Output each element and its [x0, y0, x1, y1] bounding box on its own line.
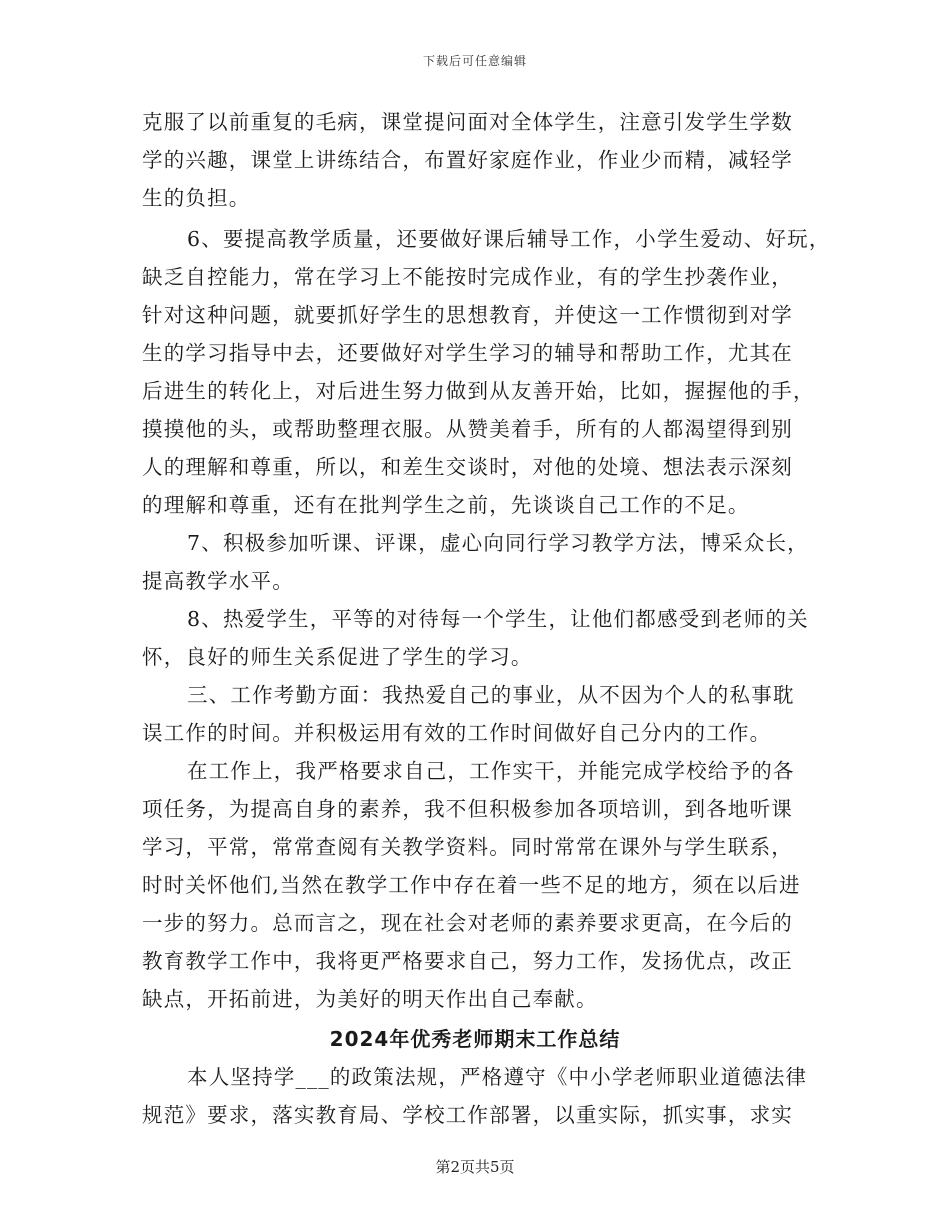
text-line: 缺点，开拓前进，为美好的明天作出自己奉献。: [142, 987, 598, 1011]
text-line: 缺乏自控能力，常在学习上不能按时完成作业，有的学生抄袭作业，: [142, 265, 793, 289]
text-line: 学习，平常，常常查阅有关教学资料。同时常常在课外与学生联系，: [142, 835, 793, 859]
text-line: 提高教学水平。: [142, 569, 294, 593]
page-number: 第2页共5页: [435, 1158, 515, 1176]
text-line: 教育教学工作中，我将更严格要求自己，努力工作，发扬优点，改正: [142, 949, 793, 973]
text-line: 生的负担。: [142, 186, 251, 210]
text-line: 克服了以前重复的毛病，课堂提问面对全体学生，注意引发学生学数: [142, 110, 793, 134]
text-line: 后进生的转化上，对后进生努力做到从友善开始，比如，握握他的手，: [142, 379, 815, 403]
text-line: 在工作上，我严格要求自己，工作实干，并能完成学校给予的各: [187, 759, 795, 783]
text-line: 针对这种问题，就要抓好学生的思想教育，并使这一工作惯彻到对学: [142, 303, 793, 327]
text-line: 项任务，为提高自身的素养，我不但积极参加各项培训，到各地听课: [142, 797, 793, 821]
text-line: 生的学习指导中去，还要做好对学生学习的辅导和帮助工作，尤其在: [142, 341, 793, 365]
text-line: 误工作的时间。并积极运用有效的工作时间做好自己分内的工作。: [142, 721, 772, 745]
text-line: 摸摸他的头，或帮助整理衣服。从赞美着手，所有的人都渴望得到别: [142, 417, 793, 441]
text-line: 8、热爱学生，平等的对待每一个学生，让他们都感受到老师的关: [187, 607, 809, 631]
text-line: 6、要提高教学质量，还要做好课后辅导工作，小学生爱动、好玩，: [187, 227, 831, 251]
text-line: 本人坚持学___的政策法规，严格遵守《中小学老师职业道德法律: [187, 1065, 808, 1089]
text-line: 学的兴趣，课堂上讲练结合，布置好家庭作业，作业少而精，减轻学: [142, 148, 793, 172]
text-line: 人的理解和尊重，所以，和差生交谈时，对他的处境、想法表示深刻: [142, 455, 793, 479]
page-header: 下载后可任意编辑: [422, 54, 527, 68]
section-title: 2024年优秀老师期末工作总结: [329, 1027, 621, 1051]
text-line: 时时关怀他们,当然在教学工作中存在着一些不足的地方，须在以后进: [142, 873, 801, 897]
text-line: 7、积极参加听课、评课，虚心向同行学习教学方法，博采众长，: [187, 531, 809, 555]
text-line: 一步的努力。总而言之，现在社会对老师的素养要求更高，在今后的: [142, 911, 793, 935]
text-line: 怀，良好的师生关系促进了学生的学习。: [142, 645, 533, 669]
text-line: 的理解和尊重，还有在批判学生之前，先谈谈自己工作的不足。: [142, 493, 750, 517]
text-line: 三、工作考勤方面：我热爱自己的事业，从不因为个人的私事耽: [187, 683, 795, 707]
text-line: 规范》要求，落实教育局、学校工作部署，以重实际，抓实事，求实: [142, 1103, 793, 1127]
